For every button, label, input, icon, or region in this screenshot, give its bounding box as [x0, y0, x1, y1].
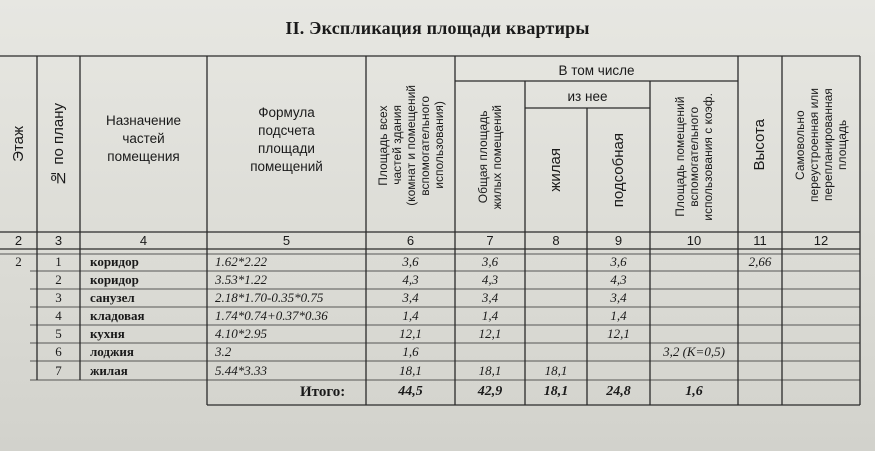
aux-cell: 1,4 [610, 308, 627, 323]
name-cell: коридор [90, 272, 139, 287]
formula-cell: 3.2 [215, 344, 232, 359]
num-cell: 3 [55, 290, 62, 305]
living-cell: 18,1 [544, 363, 568, 378]
total-cell: 12,1 [399, 326, 422, 341]
totals-general: 42,9 [477, 384, 503, 399]
header-auxiliary: подсобная [609, 132, 627, 208]
total-cell: 4,3 [402, 272, 419, 287]
total-cell: 1,4 [402, 308, 419, 323]
name-cell: кухня [90, 326, 125, 341]
header-plan-number: № по плану [49, 102, 67, 186]
general-cell: 1,4 [481, 308, 499, 323]
formula-cell: 5.44*3.33 [215, 363, 267, 378]
num-cell: 6 [55, 344, 62, 359]
num-cell: 4 [55, 308, 62, 323]
name-cell: коридор [90, 254, 139, 269]
living-cell [525, 253, 587, 271]
num-cell: 2 [55, 272, 62, 287]
formula-cell: 3.53*1.22 [215, 272, 267, 287]
column-number: 9 [614, 233, 623, 248]
coef-cell: 3,2 (К=0,5) [663, 344, 725, 359]
general-cell: 4,3 [481, 272, 499, 287]
height-cell: 2,66 [748, 254, 772, 269]
total-cell: 1,6 [402, 344, 419, 359]
column-number: 5 [282, 233, 291, 248]
header-living: жилая [547, 148, 564, 192]
formula-cell: 1.62*2.22 [215, 254, 267, 269]
aux-cell: 12,1 [607, 326, 630, 341]
column-number: 10 [686, 233, 702, 248]
formula-cell: 1.74*0.74+0.37*0.36 [215, 308, 328, 323]
totals-aux: 24,8 [606, 384, 631, 399]
general-cell: 18,1 [478, 363, 502, 378]
name-cell: санузел [90, 290, 135, 305]
page-title: II. Экспликация площади квартиры [285, 18, 590, 38]
aux-cell: 3,6 [610, 254, 627, 269]
total-cell: 18,1 [399, 363, 422, 378]
table-row [0, 325, 875, 343]
header-total-area: Площадь всех частей здания (комнат и помещений вспомогательного использования) [375, 84, 446, 206]
num-cell: 1 [55, 254, 62, 269]
table-row [0, 253, 875, 271]
header-general-area: Общая площадь жилых помещений [476, 104, 504, 210]
name-cell: кладовая [90, 308, 145, 323]
column-number: 4 [139, 233, 148, 248]
header-including: В том числе [558, 63, 635, 78]
header-height: Высота [751, 119, 768, 171]
totals-row [0, 382, 875, 402]
header-coef-area: Площадь помещений вспомогательного использования с коэф. [673, 93, 715, 221]
table-row [0, 343, 875, 361]
total-cell: 3,4 [402, 290, 419, 305]
column-number: 2 [14, 233, 23, 248]
table-row [0, 307, 875, 325]
column-number: 11 [753, 233, 767, 248]
table-row [0, 271, 875, 289]
header-unauthorized-area: Самовольно переустроенная или перепланированная площадь [793, 88, 849, 202]
aux-cell: 4,3 [610, 272, 627, 287]
coef-cell [650, 253, 738, 271]
column-number: 3 [54, 233, 63, 248]
general-cell: 12,1 [478, 326, 502, 341]
general-cell: 3,6 [481, 254, 499, 269]
header-room-purpose: Назначение частей помещения [105, 113, 181, 164]
column-number: 8 [552, 233, 560, 248]
header-floor: Этаж [9, 126, 27, 162]
total-cell: 3,6 [402, 254, 419, 269]
header-of-which: из нее [567, 89, 608, 104]
totals-living: 18,1 [543, 384, 569, 399]
table-row [0, 362, 875, 380]
name-cell: лоджия [90, 344, 134, 359]
totals-coef: 1,6 [685, 384, 703, 399]
formula-cell: 4.10*2.95 [215, 326, 267, 341]
formula-cell: 2.18*1.70-0.35*0.75 [215, 290, 324, 305]
aux-cell: 3,4 [610, 290, 627, 305]
floor-cell: 2 [15, 254, 22, 269]
num-cell: 7 [55, 363, 62, 378]
general-cell: 3,4 [481, 290, 499, 305]
num-cell: 5 [55, 326, 62, 341]
totals-label: Итого: [300, 384, 346, 400]
column-number: 7 [486, 233, 494, 248]
column-number: 12 [813, 233, 829, 248]
column-number: 6 [406, 233, 415, 248]
header-area-formula: Формула подсчета площади помещений [250, 105, 323, 174]
name-cell: жилая [90, 363, 128, 378]
totals-total: 44,5 [398, 384, 423, 399]
table-row [0, 289, 875, 307]
